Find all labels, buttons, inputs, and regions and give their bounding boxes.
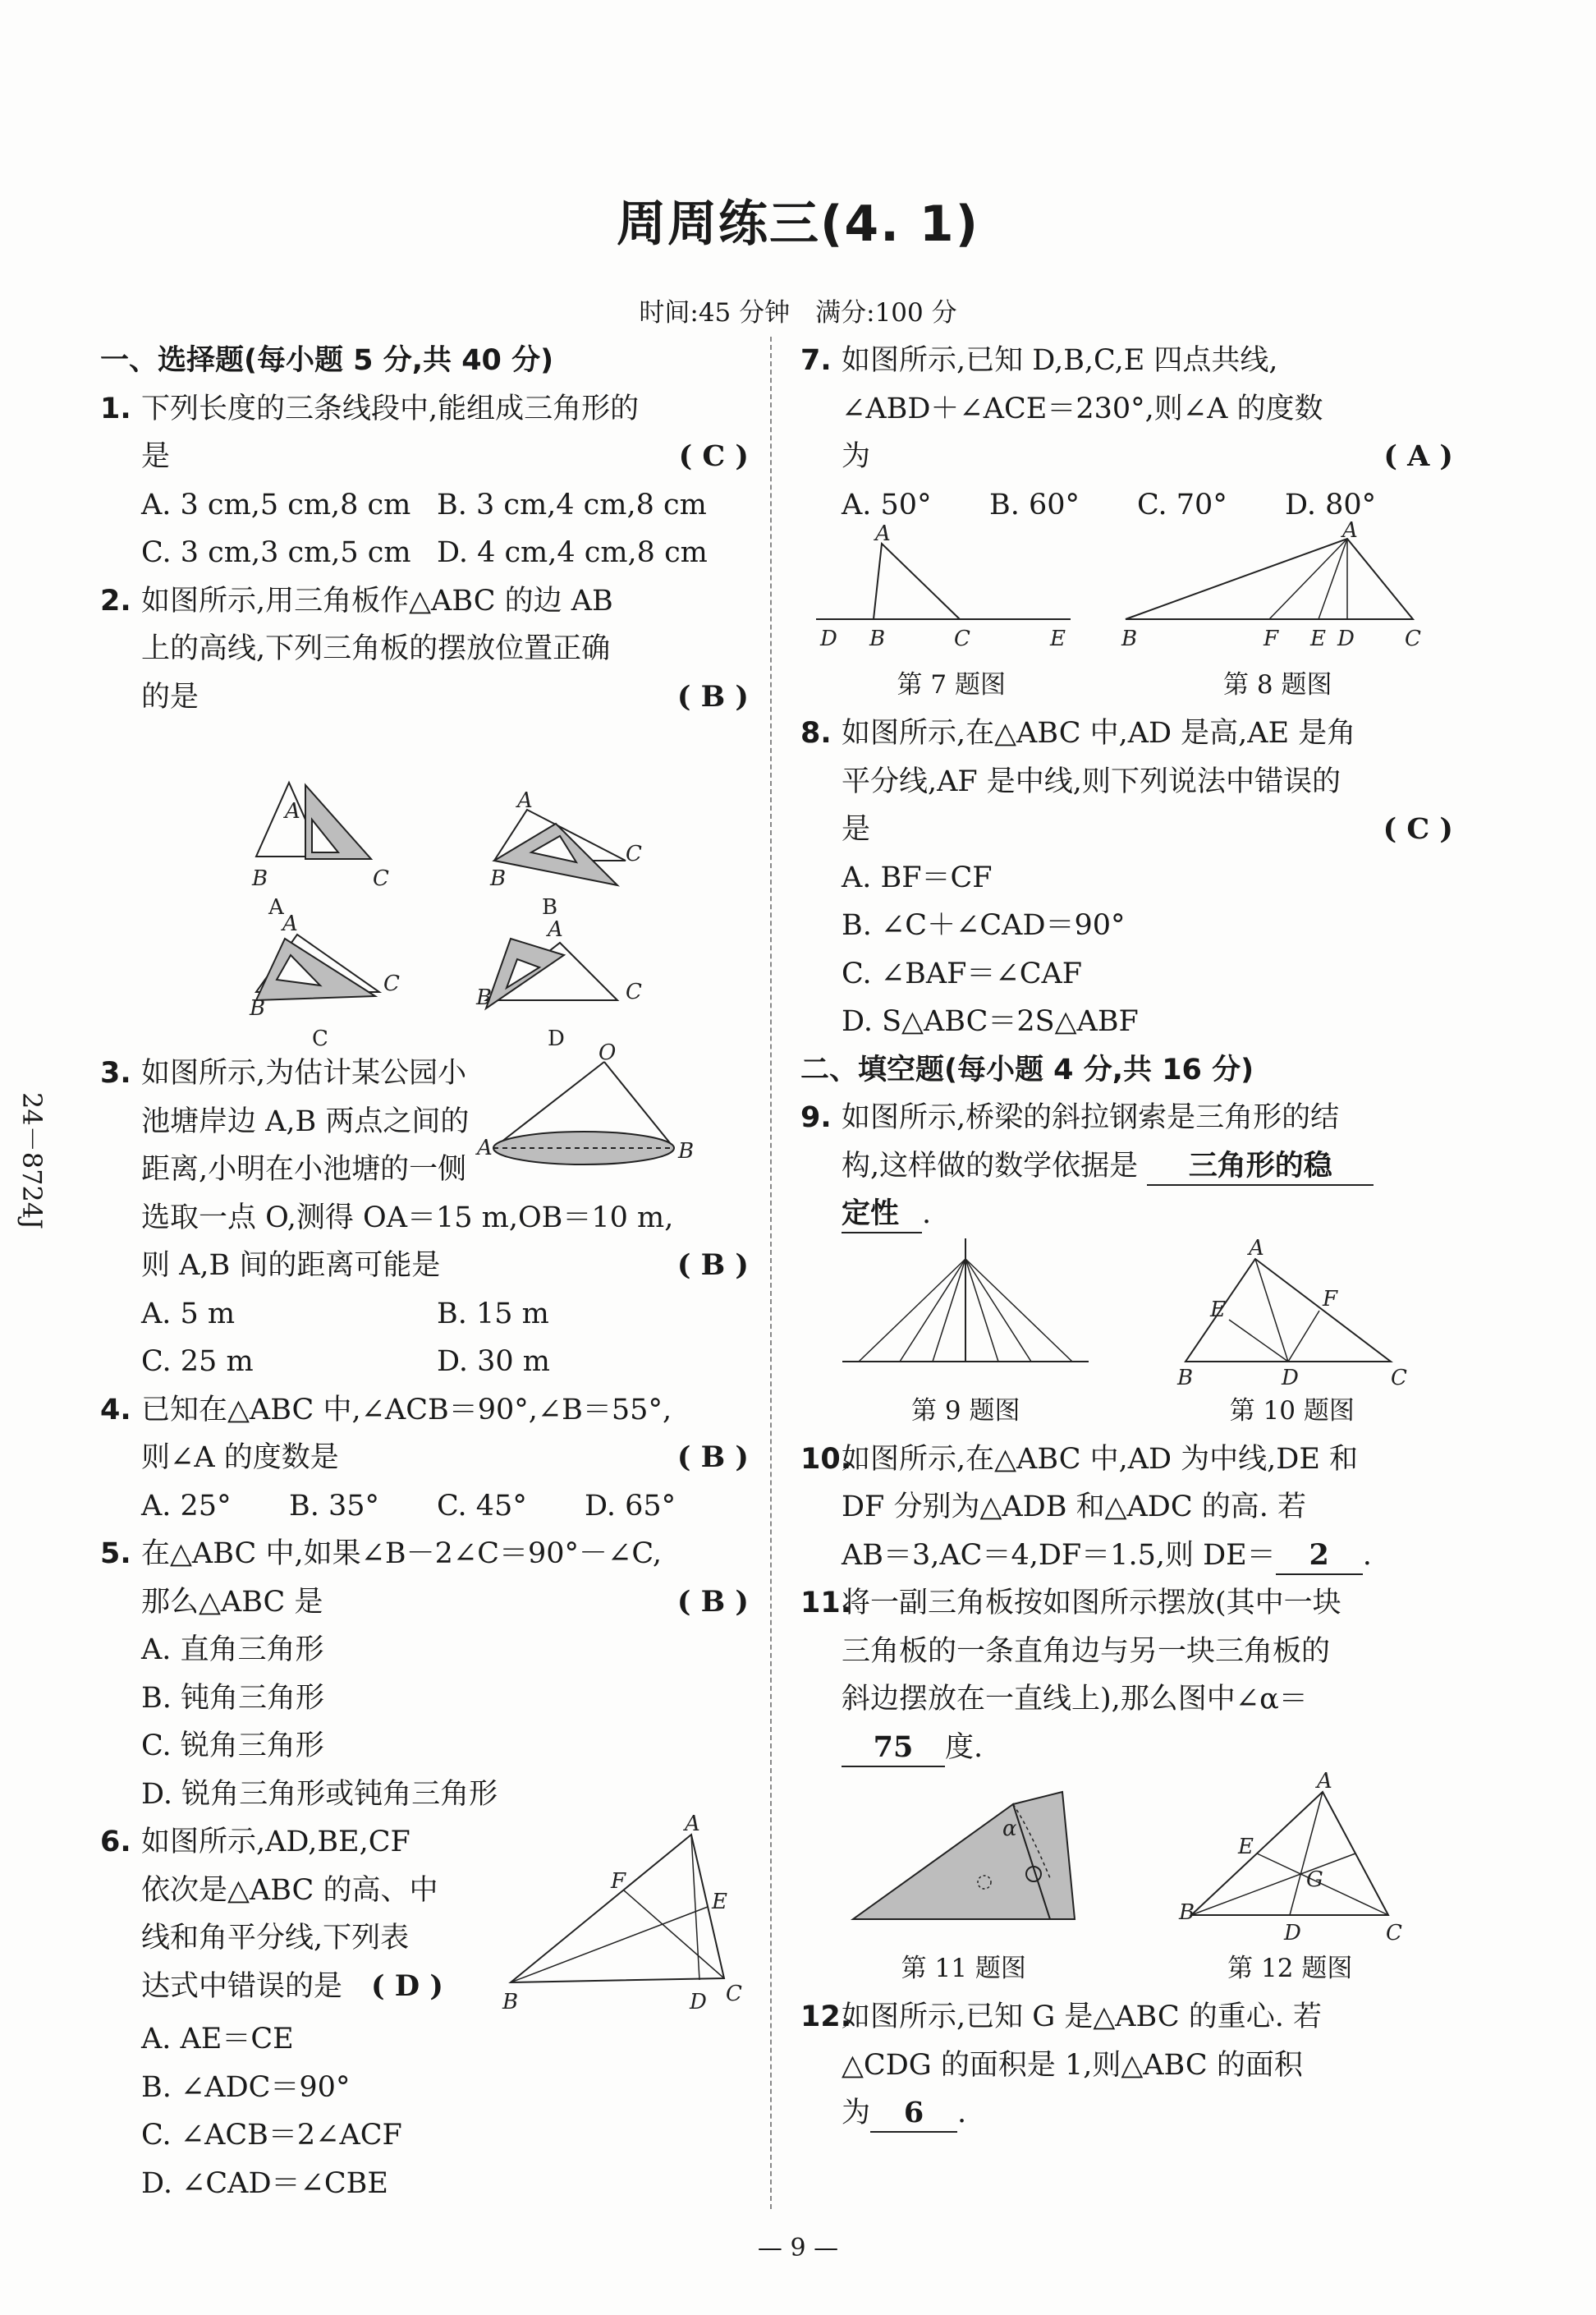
options-row <box>100 529 749 577</box>
question-text: 则 A,B 间的距离可能是 <box>141 1249 441 1282</box>
svg-text:A: A <box>1248 1235 1264 1261</box>
option-b: B. 15 m <box>437 1297 549 1330</box>
question-number: 6. <box>100 1826 131 1858</box>
section-choice-title: 一、选择题(每小题 5 分,共 40 分) <box>100 344 554 377</box>
time-score-info: 时间:45 分钟 满分:100 分 <box>639 298 957 328</box>
options-row <box>100 1338 749 1386</box>
option-c: C. 3 cm,3 cm,5 cm <box>141 536 411 569</box>
question-tail: . <box>1362 1538 1372 1572</box>
answer: ( B ) <box>676 1440 749 1474</box>
option-a: A. 5 m <box>141 1297 236 1330</box>
question-text: 构,这样做的数学依据是 <box>842 1149 1139 1183</box>
question-number: 2. <box>100 584 131 618</box>
q2-figures <box>100 721 749 1050</box>
svg-text:C: C <box>1390 1365 1407 1390</box>
answer: ( B ) <box>676 1248 749 1282</box>
svg-text:C: C <box>1386 1921 1403 1945</box>
question-text: 在△ABC 中,如果∠B－2∠C＝90°－∠C, <box>141 1537 663 1570</box>
question-text: DF 分别为△ADB 和△ADC 的高. 若 <box>842 1491 1306 1523</box>
svg-text:E: E <box>712 1890 727 1914</box>
question-text: 的是 <box>141 680 200 714</box>
q7-figure-box <box>816 521 1087 701</box>
option-b: B. 35° <box>289 1489 380 1523</box>
answer: ( C ) <box>1383 812 1453 846</box>
q7-caption: 第 7 题图 <box>897 670 1006 700</box>
question-text: 三角板的一条直角边与另一块三角板的 <box>842 1634 1331 1668</box>
q6-figure <box>502 1812 749 2015</box>
option-b: B. 3 cm,4 cm,8 cm <box>437 488 707 521</box>
svg-text:α: α <box>1002 1817 1017 1841</box>
question-6 <box>100 1812 749 2015</box>
question-7 <box>800 337 1453 481</box>
options-row <box>100 1482 749 1531</box>
option-a: A. 25° <box>141 1489 232 1523</box>
question-text: 将一副三角板按如图所示摆放(其中一块 <box>842 1587 1341 1619</box>
question-text: 斜边摆放在一直线上),那么图中∠α＝ <box>842 1683 1308 1716</box>
q2-option-a-figure <box>251 783 389 891</box>
svg-text:E: E <box>1238 1835 1254 1859</box>
svg-text:A: A <box>285 799 300 824</box>
svg-text:B: B <box>869 627 885 651</box>
svg-text:B: B <box>476 985 493 1010</box>
question-9 <box>800 1094 1453 1238</box>
question-number: 4. <box>100 1393 131 1426</box>
question-10 <box>800 1435 1453 1580</box>
answer: ( B ) <box>676 679 749 714</box>
svg-text:C: C <box>626 980 642 1004</box>
svg-text:A: A <box>517 788 533 813</box>
side-code <box>11 1092 61 1339</box>
option-b: B. ∠C＋∠CAD＝90° <box>842 909 1126 942</box>
question-text: 距离,小明在小池塘的一侧 <box>141 1153 467 1186</box>
answer: ( A ) <box>1383 439 1453 473</box>
q11-q12-figures <box>800 1771 1453 1985</box>
svg-text:D: D <box>1337 627 1355 651</box>
answer: 三角形的稳 <box>1147 1148 1374 1186</box>
answer: ( C ) <box>678 439 749 473</box>
q7-q8-figures <box>800 518 1453 701</box>
question-number: 10. <box>800 1442 852 1476</box>
question-8 <box>800 710 1453 854</box>
svg-text:B: B <box>502 1990 519 2014</box>
question-number: 11. <box>800 1587 852 1619</box>
svg-text:C: C <box>726 1982 742 2006</box>
options-row <box>100 481 749 530</box>
q11-caption: 第 11 题图 <box>901 1954 1026 1983</box>
question-number: 12. <box>800 2000 852 2033</box>
question-number: 5. <box>100 1537 131 1570</box>
q12-caption: 第 12 题图 <box>1227 1954 1353 1983</box>
options-row <box>100 1290 749 1339</box>
svg-text:C: C <box>626 842 642 866</box>
question-text: 下列长度的三条线段中,能组成三角形的 <box>141 392 640 425</box>
question-text: 为 <box>842 2097 871 2129</box>
answer: 定性 <box>842 1196 922 1233</box>
question-text: AB＝3,AC＝4,DF＝1.5,则 DE＝ <box>842 1538 1276 1572</box>
q2-label-b: B <box>542 895 558 920</box>
option-c: C. ∠ACB＝2∠ACF <box>141 2119 402 2152</box>
q8-figure-box <box>1117 518 1438 701</box>
svg-text:D: D <box>819 627 837 651</box>
question-number: 9. <box>800 1101 832 1134</box>
q2-label-d: D <box>548 1027 565 1051</box>
question-text: 依次是△ABC 的高、中 <box>141 1873 438 1907</box>
svg-text:E: E <box>1049 627 1066 651</box>
q8-caption: 第 8 题图 <box>1223 670 1332 700</box>
question-5 <box>100 1530 749 1626</box>
svg-text:F: F <box>1322 1286 1337 1311</box>
question-tail: . <box>957 2097 967 2129</box>
option-a: A. BF＝CF <box>842 861 993 894</box>
option-d: D. 锐角三角形或钝角三角形 <box>141 1777 498 1811</box>
q12-figure <box>1171 1771 1409 1944</box>
question-text: 池塘岸边 A,B 两点之间的 <box>141 1105 470 1138</box>
question-number: 7. <box>800 344 832 377</box>
svg-text:F: F <box>1264 627 1279 651</box>
answer: 2 <box>1276 1537 1363 1575</box>
q9-caption: 第 9 题图 <box>911 1395 1020 1426</box>
page-number: — 9 — <box>757 2234 839 2262</box>
question-text: 如图所示,桥梁的斜拉钢索是三角形的结 <box>842 1101 1340 1134</box>
option-c: C. ∠BAF＝∠CAF <box>842 957 1083 990</box>
q8-figure <box>1117 518 1438 660</box>
question-text: 上的高线,下列三角板的摆放位置正确 <box>141 632 611 665</box>
svg-text:G: G <box>1306 1867 1324 1892</box>
q2-option-c-figure <box>249 912 400 1021</box>
q9-figure-box <box>842 1238 1089 1427</box>
svg-text:B: B <box>678 1139 695 1164</box>
question-text: 如图所示,AD,BE,CF <box>141 1826 410 1858</box>
svg-text:C: C <box>373 866 389 891</box>
question-3 <box>100 1040 749 1290</box>
q11-figure-box <box>845 1771 1083 1985</box>
answer: 6 <box>870 2095 957 2133</box>
question-text: ∠ABD＋∠ACE＝230°,则∠A 的度数 <box>842 392 1323 425</box>
question-1 <box>100 385 749 481</box>
answer: 75 <box>842 1729 945 1767</box>
question-text: 线和角平分线,下列表 <box>141 1922 410 1954</box>
question-text: 如图所示,为估计某公园小 <box>141 1057 467 1090</box>
right-column <box>800 337 1453 2138</box>
q9-q10-figures <box>800 1235 1453 1427</box>
question-number: 1. <box>100 392 131 425</box>
question-text: 则∠A 的度数是 <box>141 1441 339 1474</box>
option-a: A. 3 cm,5 cm,8 cm <box>141 488 411 521</box>
svg-text:D: D <box>1284 1921 1302 1945</box>
option-c: C. 45° <box>437 1489 527 1523</box>
question-text: 达式中错误的是 <box>141 1969 343 2003</box>
svg-text:A: A <box>282 912 298 936</box>
svg-text:C: C <box>383 971 400 996</box>
svg-text:B: B <box>1121 627 1138 651</box>
question-text: 如图所示,已知 D,B,C,E 四点共线, <box>842 344 1278 377</box>
question-text: 是 <box>141 440 171 473</box>
left-column <box>100 337 749 2207</box>
svg-text:A: A <box>548 917 563 942</box>
q9-figure <box>842 1238 1089 1386</box>
svg-text:E: E <box>1209 1297 1226 1322</box>
svg-text:F: F <box>611 1869 626 1894</box>
q2-label-c: C <box>312 1027 328 1051</box>
option-a: A. 直角三角形 <box>141 1633 324 1666</box>
answer: ( D ) <box>371 1968 443 2003</box>
q12-figure-box <box>1171 1771 1409 1985</box>
q10-caption: 第 10 题图 <box>1229 1395 1355 1426</box>
svg-text:A: A <box>1342 518 1359 543</box>
svg-text:A: A <box>1317 1769 1333 1794</box>
column-divider <box>770 337 772 2209</box>
q10-figure-box <box>1173 1235 1411 1427</box>
svg-text:A: A <box>874 521 891 546</box>
option-a: A. 50° <box>842 488 932 521</box>
option-d: D. 4 cm,4 cm,8 cm <box>437 536 708 569</box>
option-d: D. 30 m <box>437 1345 550 1378</box>
option-c: C. 锐角三角形 <box>141 1729 324 1762</box>
question-text: 如图所示,在△ABC 中,AD 为中线,DE 和 <box>842 1442 1359 1476</box>
question-tail: . <box>922 1197 932 1230</box>
svg-text:O: O <box>598 1040 617 1065</box>
page-title: 周周练三(4. 1) <box>616 195 980 253</box>
question-tail: 度. <box>945 1730 984 1764</box>
question-2 <box>100 577 749 722</box>
q2-option-d-figure <box>475 917 642 1010</box>
q2-label-a: A <box>268 895 284 920</box>
q2-figure-svg <box>100 721 749 1050</box>
option-c: C. 70° <box>1137 488 1227 521</box>
svg-text:B: B <box>490 866 507 891</box>
svg-text:B: B <box>252 866 268 891</box>
svg-text:C: C <box>1405 627 1422 651</box>
svg-text:B: B <box>1176 1365 1193 1390</box>
q3-figure <box>477 1040 695 1189</box>
option-d: D. 80° <box>1285 488 1377 521</box>
question-number: 3. <box>100 1057 131 1090</box>
question-4 <box>100 1386 749 1482</box>
question-12 <box>800 1993 1453 2138</box>
svg-text:D: D <box>1281 1365 1299 1390</box>
option-d: D. 65° <box>585 1489 676 1523</box>
question-text: 选取一点 O,测得 OA＝15 m,OB＝10 m, <box>141 1201 674 1234</box>
option-d: D. ∠CAD＝∠CBE <box>141 2166 388 2200</box>
question-11 <box>800 1579 1453 1771</box>
svg-text:C: C <box>953 627 970 651</box>
svg-text:D: D <box>690 1990 707 2014</box>
question-number: 8. <box>800 717 832 750</box>
question-text: 那么△ABC 是 <box>141 1585 323 1619</box>
option-b: B. 60° <box>989 488 1080 521</box>
question-text: 如图所示,已知 G 是△ABC 的重心. 若 <box>842 2000 1323 2033</box>
answer: ( B ) <box>676 1584 749 1619</box>
svg-text:B: B <box>1179 1900 1195 1925</box>
question-text: 平分线,AF 是中线,则下列说法中错误的 <box>842 765 1341 798</box>
option-a: A. AE＝CE <box>141 2023 294 2055</box>
question-text: △CDG 的面积是 1,则△ABC 的面积 <box>842 2048 1303 2082</box>
svg-text:A: A <box>477 1136 493 1160</box>
question-text: 为 <box>842 440 871 473</box>
svg-text:B: B <box>250 996 266 1021</box>
option-d: D. S△ABC＝2S△ABF <box>842 1005 1139 1038</box>
svg-text:A: A <box>685 1812 700 1836</box>
q10-figure <box>1173 1235 1411 1390</box>
question-text: 如图所示,在△ABC 中,AD 是高,AE 是角 <box>842 717 1356 750</box>
q11-figure <box>845 1771 1083 1944</box>
question-text: 已知在△ABC 中,∠ACB＝90°,∠B＝55°, <box>141 1393 672 1426</box>
question-text: 是 <box>842 813 871 846</box>
svg-text:E: E <box>1310 627 1327 651</box>
section-fill-title: 二、填空题(每小题 4 分,共 16 分) <box>800 1053 1254 1086</box>
q2-option-b-figure <box>489 788 642 891</box>
side-code-text: 24－8724J <box>16 1092 48 1229</box>
option-b: B. 钝角三角形 <box>141 1681 324 1715</box>
option-c: C. 25 m <box>141 1345 254 1378</box>
q7-figure <box>816 521 1087 660</box>
option-b: B. ∠ADC＝90° <box>141 2070 351 2104</box>
question-text: 如图所示,用三角板作△ABC 的边 AB <box>141 584 613 618</box>
